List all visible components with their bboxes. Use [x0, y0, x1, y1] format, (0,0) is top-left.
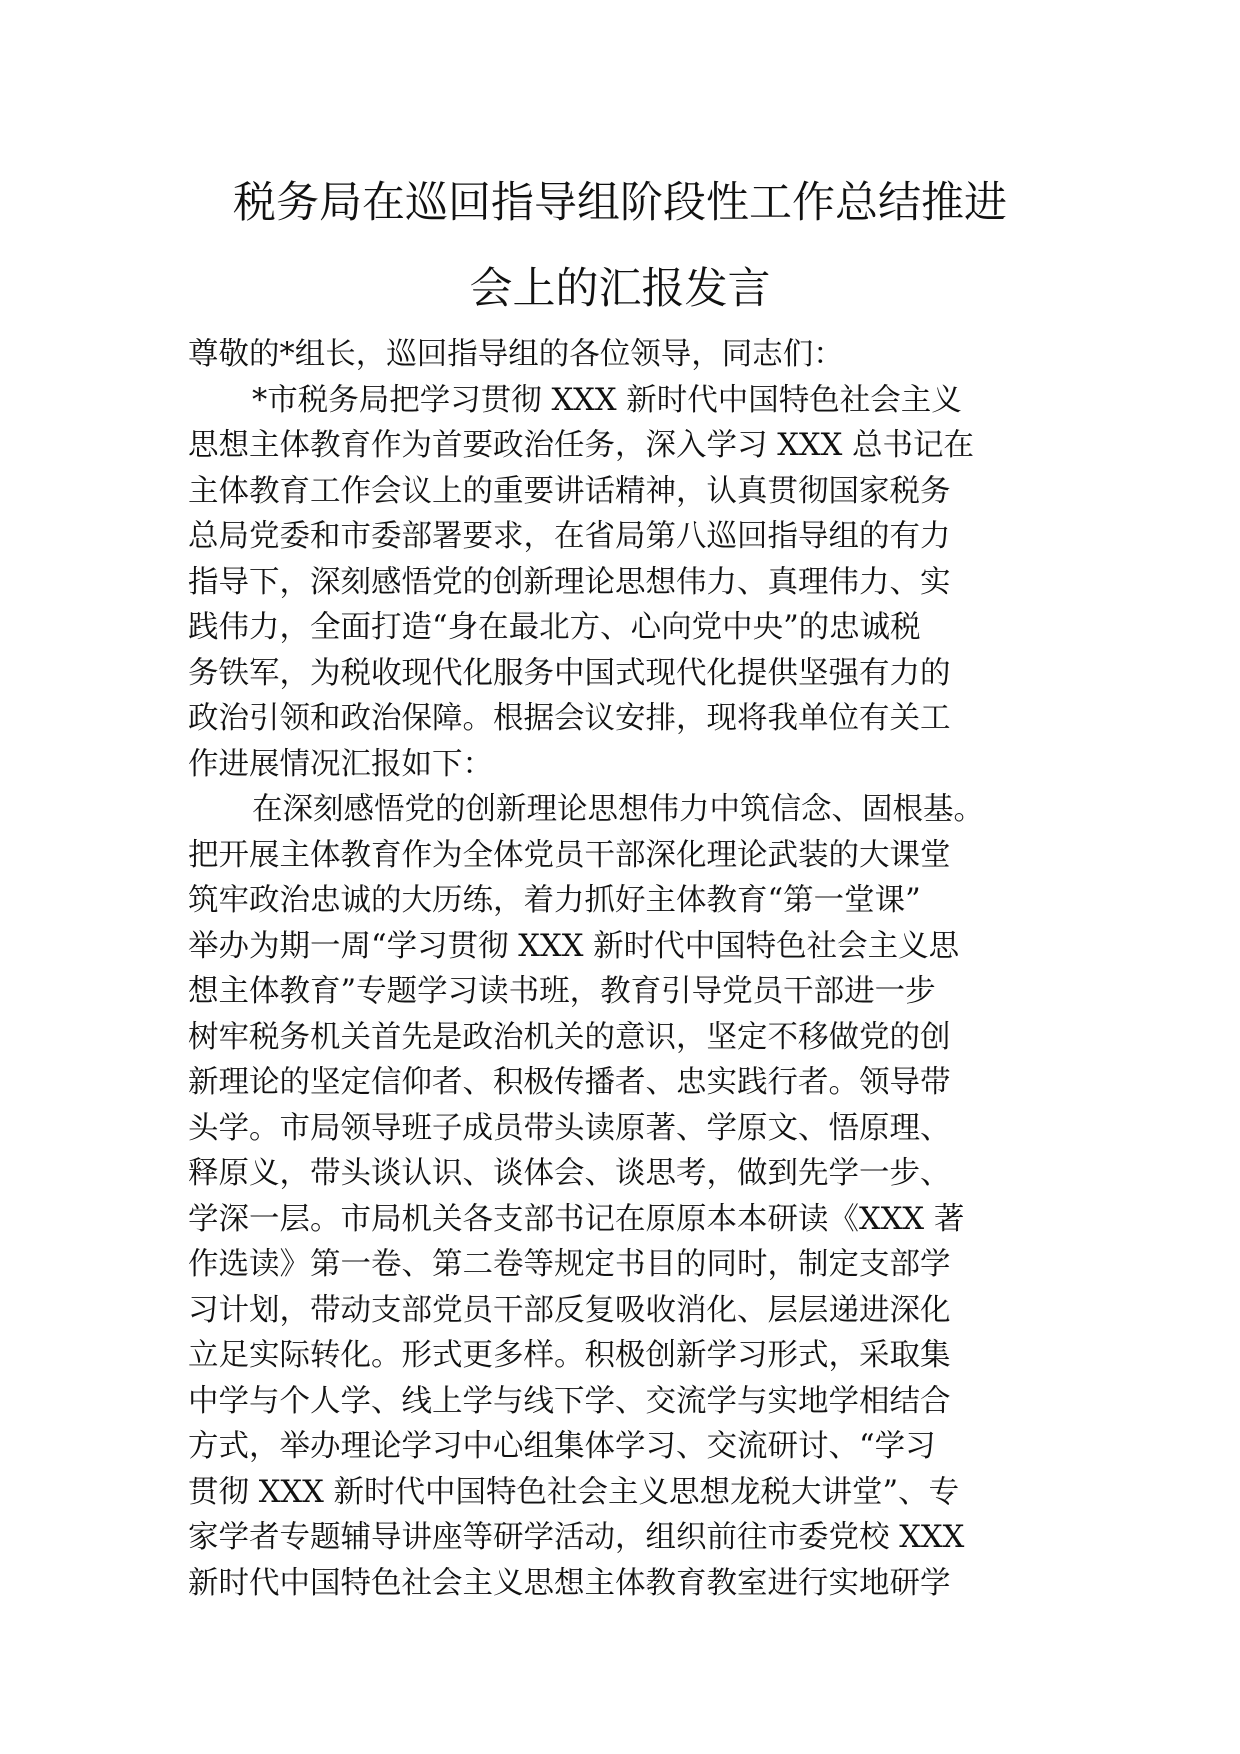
body-line: 作进展情况汇报如下：	[188, 746, 493, 782]
body-line: 思想主体教育作为首要政治任务，深入学习 XXX 总书记在	[188, 428, 975, 463]
body-line: 方式，举办理论学习中心组集体学习、交流研讨、“学习	[188, 1429, 936, 1464]
body-line: 学深一层。市局机关各支部书记在原原本本研读《XXX 著	[188, 1201, 965, 1237]
body-line: 立足实际转化。形式更多样。积极创新学习形式，采取集	[188, 1338, 951, 1373]
body-line: 作选读》第一卷、第二卷等规定书目的同时，制定支部学	[188, 1247, 951, 1282]
body-line: 习计划，带动支部党员干部反复吸收消化、层层递进深化	[188, 1292, 951, 1328]
body-line: 头学。市局领导班子成员带头读原著、学原文、悟原理、	[188, 1110, 951, 1146]
document-body	[188, 332, 1058, 1606]
body-line: 总局党委和市委部署要求，在省局第八巡回指导组的有力	[188, 519, 951, 554]
body-line: 指导下，深刻感悟党的创新理论思想伟力、真理伟力、实	[188, 564, 951, 600]
body-line: 举办为期一周“学习贯彻 XXX 新时代中国特色社会主义思	[188, 928, 960, 964]
document-title-line-2: 会上的汇报发言	[469, 264, 771, 314]
body-line: 务铁军，为税收现代化服务中国式现代化提供坚强有力的	[188, 655, 951, 691]
body-line: 释原义，带头谈认识、谈体会、谈思考，做到先学一步、	[188, 1156, 951, 1191]
body-line: 筑牢政治忠诚的大历练，着力抓好主体教育“第一堂课”	[188, 883, 921, 918]
body-line: 新时代中国特色社会主义思想主体教育教室进行实地研学	[188, 1565, 951, 1601]
body-line: 新理论的坚定信仰者、积极传播者、忠实践行者。领导带	[188, 1065, 951, 1100]
body-line: 主体教育工作会议上的重要讲话精神，认真贯彻国家税务	[188, 473, 951, 509]
body-line: 在深刻感悟党的创新理论思想伟力中筑信念、固根基。	[252, 792, 984, 827]
body-line: *市税务局把学习贯彻 XXX 新时代中国特色社会主义	[252, 382, 962, 418]
body-line: 把开展主体教育作为全体党员干部深化理论武装的大课堂	[188, 837, 951, 873]
body-line: 政治引领和政治保障。根据会议安排，现将我单位有关工	[188, 701, 951, 736]
body-line: 中学与个人学、线上学与线下学、交流学与实地学相结合	[188, 1383, 951, 1419]
body-line: 贯彻 XXX 新时代中国特色社会主义思想龙税大讲堂”、专	[188, 1474, 960, 1510]
body-line: 想主体教育”专题学习读书班，教育引导党员干部进一步	[188, 974, 936, 1009]
body-line: 家学者专题辅导讲座等研学活动，组织前往市委党校 XXX	[188, 1520, 965, 1555]
body-line: 树牢税务机关首先是政治机关的意识，坚定不移做党的创	[188, 1019, 951, 1055]
document-title-line-1: 税务局在巡回指导组阶段性工作总结推进	[233, 178, 1007, 228]
body-line: 践伟力，全面打造“身在最北方、心向党中央”的忠诚税	[188, 610, 921, 645]
body-line: 尊敬的*组长，巡回指导组的各位领导，同志们：	[188, 337, 844, 372]
